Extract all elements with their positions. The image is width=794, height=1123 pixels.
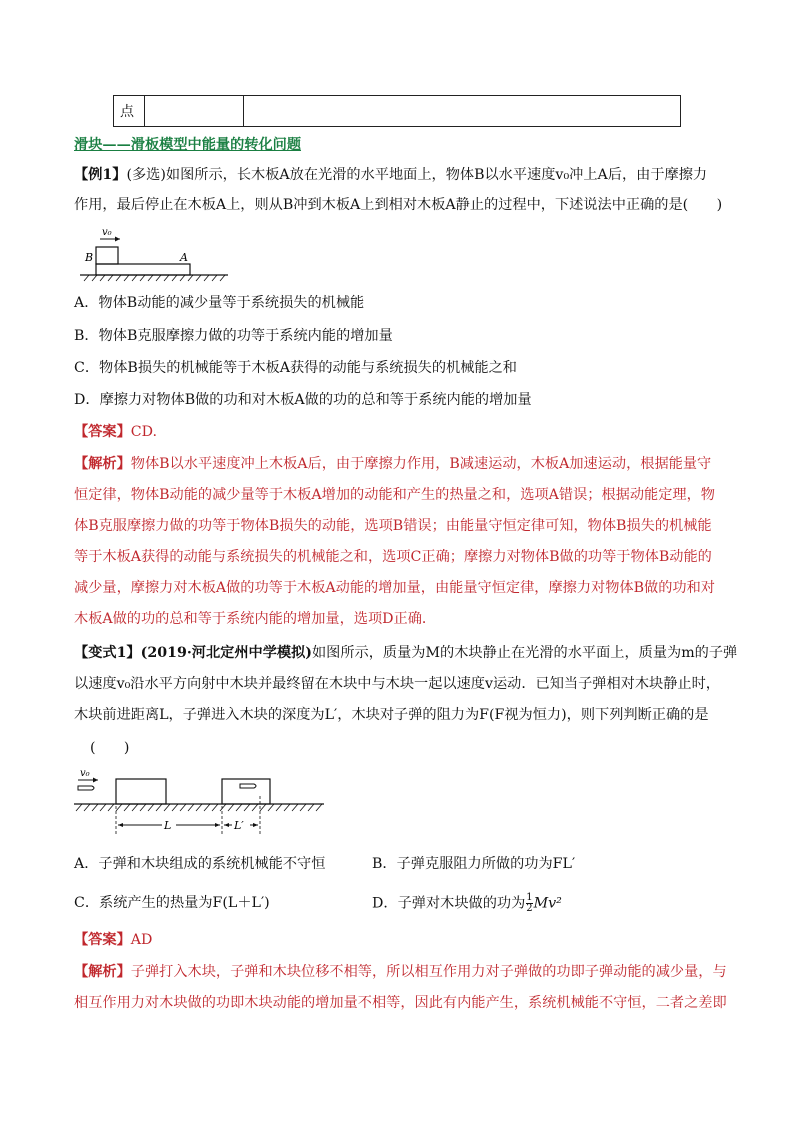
board-block-figure [80, 225, 230, 283]
fig1-b-label: B [85, 251, 94, 264]
example1-analysis-line1: 【解析】物体B以水平速度冲上木板A后，由于摩擦力作用，B减速运动，木板A加速运动，根据能量守 [74, 456, 712, 472]
fig2-v0-label: v₀ [80, 768, 90, 779]
variant1-line2: 以速度v₀沿水平方向射中木块并最终留在木块中与木块一起以速度v运动．已知当子弹相对木块静止时， [74, 676, 720, 692]
variant1-bracket: ( ) [90, 740, 130, 756]
example1-line2: 作用，最后停止在木板A上，则从B冲到木板A上到相对木板A静止的过程中，下述说法中正确的是( ) [74, 197, 723, 213]
example1-line1: 【例1】(多选)如图所示，长木板A放在光滑的水平地面上，物体B以水平速度v₀冲上A后，由于摩擦力 [74, 167, 708, 183]
variant1-option-b: B．子弹克服阻力所做的功为FL′ [372, 856, 576, 872]
variant1-option-d: D．子弹对木块做的功为 $\frac{1}{2}$ Mv² [372, 892, 562, 914]
example1-option-b: B．物体B克服摩擦力做的功等于系统内能的增加量 [74, 328, 393, 344]
bullet-block-figure [74, 766, 330, 838]
example1-analysis-line3: 体B克服摩擦力做的功等于物体B损失的动能，选项B错误；由能量守恒定律可知，物体B损失的机械能 [74, 518, 712, 534]
example1-answer: 【答案】CD. [74, 424, 157, 440]
board-a [96, 264, 190, 275]
example1-analysis-line2: 恒定律，物体B动能的减少量等于木板A增加的动能和产生的热量之和，选项A错误；根据动能定理，物 [74, 487, 715, 503]
block-final [222, 779, 270, 804]
variant1-answer: 【答案】AD [74, 932, 153, 948]
fig1-a-label: A [180, 251, 188, 264]
example1-analysis-line5: 减少量，摩擦力对木板A做的功等于木板A动能的增加量，由能量守恒定律，摩擦力对物体B做的功和对 [74, 580, 715, 596]
example1-option-c: C．物体B损失的机械能等于木板A获得的动能与系统损失的机械能之和 [74, 360, 517, 376]
table-cell-label: 点 [114, 96, 145, 127]
top-table [113, 95, 681, 127]
bullet-embedded [240, 784, 256, 788]
fraction-half: $\frac{1}{2}$ [526, 892, 533, 914]
fig1-v0-label: v₀ [102, 227, 112, 238]
block-initial [116, 779, 166, 804]
example1-analysis-line6: 木板A做的功的总和等于系统内能的增加量，选项D正确． [74, 611, 437, 627]
table-cell-empty-wide [244, 96, 681, 127]
fig2-lp-label: L′ [234, 819, 244, 832]
table-cell-empty [145, 96, 244, 127]
variant1-line1: 【变式1】(2019·河北定州中学模拟)如图所示，质量为M的木块静止在光滑的水平面上，质量为m的子弹 [74, 645, 738, 661]
example1-option-d: D．摩擦力对物体B做的功和对木板A做的功的总和等于系统内能的增加量 [74, 392, 532, 408]
section-title: 滑块——滑板模型中能量的转化问题 [74, 137, 302, 153]
variant1-option-a: A．子弹和木块组成的系统机械能不守恒 [74, 856, 326, 872]
variant1-option-c: C．系统产生的热量为F(L＋L′) [74, 895, 270, 911]
block-b [96, 247, 118, 264]
example1-analysis-line4: 等于木板A获得的动能与系统损失的机械能之和，选项C正确；摩擦力对物体B做的功等于物体B动能的 [74, 549, 712, 565]
bullet-shape [78, 786, 94, 790]
fig2-l-label: L [164, 819, 172, 832]
variant1-line3: 木块前进距离L，子弹进入木块的深度为L′，木块对子弹的阻力为F(F视为恒力)，则下列判断正确的是 [74, 707, 709, 723]
variant1-analysis-line2: 相互作用力对木块做的功即木块动能的增加量不相等，因此有内能产生，系统机械能不守恒，二者之差即 [74, 995, 727, 1011]
example1-option-a: A．物体B动能的减少量等于系统损失的机械能 [74, 295, 365, 311]
variant1-analysis-line1: 【解析】子弹打入木块，子弹和木块位移不相等，所以相互作用力对子弹做的功即子弹动能的减少量，与 [74, 964, 727, 980]
